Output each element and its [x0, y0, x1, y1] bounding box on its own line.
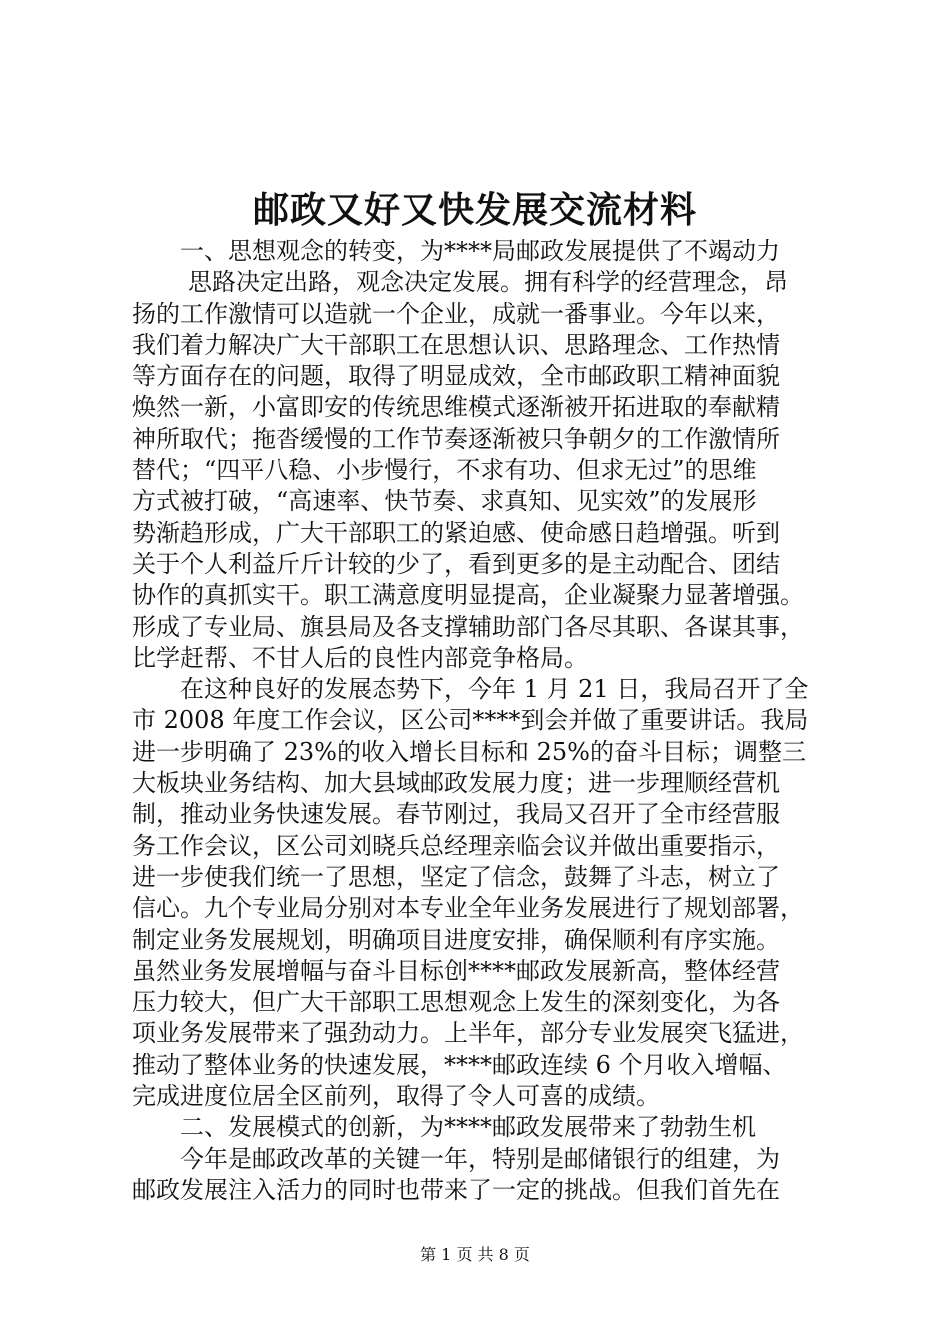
paragraph-line: 制定业务发展规划，明确项目进度安排，确保顺利有序实施。: [132, 925, 780, 954]
paragraph-line: 压力较大，但广大干部职工思想观念上发生的深刻变化，为各: [132, 988, 780, 1017]
document-title: 邮政又好又快发展交流材料: [252, 189, 697, 231]
paragraph-line: 项业务发展带来了强劲动力。上半年，部分专业发展突飞猛进，: [132, 1019, 804, 1048]
paragraph-line: 等方面存在的问题，取得了明显成效，全市邮政职工精神面貌: [132, 362, 780, 391]
paragraph-line: 信心。九个专业局分别对本专业全年业务发展进行了规划部署，: [132, 894, 804, 923]
paragraph-line: 我们着力解决广大干部职工在思想认识、思路理念、工作热情: [132, 330, 780, 359]
paragraph-line: 大板块业务结构、加大县域邮政发展力度；进一步理顺经营机: [132, 769, 780, 798]
paragraph-line: 比学赶帮、不甘人后的良性内部竞争格局。: [132, 643, 588, 672]
section-heading-2: 二、发展模式的创新，为****邮政发展带来了勃勃生机: [180, 1113, 756, 1142]
section-heading-1: 一、思想观念的转变，为****局邮政发展提供了不竭动力: [180, 237, 780, 265]
document-body: [132, 236, 832, 1206]
paragraph-line: 进一步使我们统一了思想，坚定了信念，鼓舞了斗志，树立了: [132, 862, 780, 891]
paragraph-line: 扬的工作激情可以造就一个企业，成就一番事业。今年以来，: [132, 299, 780, 328]
paragraph-line: 思路决定出路，观念决定发展。拥有科学的经营理念，昂: [188, 268, 788, 297]
paragraph-line: 方式被打破，“高速率、快节奏、求真知、见实效”的发展形: [132, 487, 757, 516]
page-number-footer: 第 1 页 共 8 页: [420, 1245, 530, 1264]
paragraph-line: 进一步明确了 23%的收入增长目标和 25%的奋斗目标；调整三: [132, 737, 806, 766]
paragraph-line: 神所取代；拖沓缓慢的工作节奏逐渐被只争朝夕的工作激情所: [132, 424, 780, 453]
paragraph-line: 市 2008 年度工作会议，区公司****到会并做了重要讲话。我局: [132, 706, 809, 735]
paragraph-line: 形成了专业局、旗县局及各支撑辅助部门各尽其职、各谋其事，: [132, 612, 804, 641]
paragraph-line: 完成进度位居全区前列，取得了令人可喜的成绩。: [132, 1082, 660, 1111]
paragraph-line: 替代；“四平八稳、小步慢行，不求有功、但求无过”的思维: [132, 456, 757, 485]
paragraph-line: 焕然一新，小富即安的传统思维模式逐渐被开拓进取的奉献精: [132, 393, 780, 422]
paragraph-line: 关于个人利益斤斤计较的少了，看到更多的是主动配合、团结: [132, 549, 780, 578]
paragraph-line: 推动了整体业务的快速发展，****邮政连续 6 个月收入增幅、: [132, 1050, 787, 1079]
paragraph-line: 势渐趋形成，广大干部职工的紧迫感、使命感日趋增强。听到: [132, 518, 780, 547]
paragraph-line: 虽然业务发展增幅与奋斗目标创****邮政发展新高，整体经营: [132, 956, 780, 985]
paragraph-line: 制，推动业务快速发展。春节刚过，我局又召开了全市经营服: [132, 800, 780, 829]
paragraph-line: 务工作会议，区公司刘晓兵总经理亲临会议并做出重要指示，: [132, 831, 780, 860]
paragraph-line: 在这种良好的发展态势下，今年 1 月 21 日，我局召开了全: [180, 675, 809, 704]
paragraph-line: 协作的真抓实干。职工满意度明显提高，企业凝聚力显著增强。: [132, 581, 804, 610]
paragraph-line: 今年是邮政改革的关键一年，特别是邮储银行的组建，为: [180, 1144, 780, 1173]
paragraph-line: 邮政发展注入活力的同时也带来了一定的挑战。但我们首先在: [132, 1175, 780, 1204]
